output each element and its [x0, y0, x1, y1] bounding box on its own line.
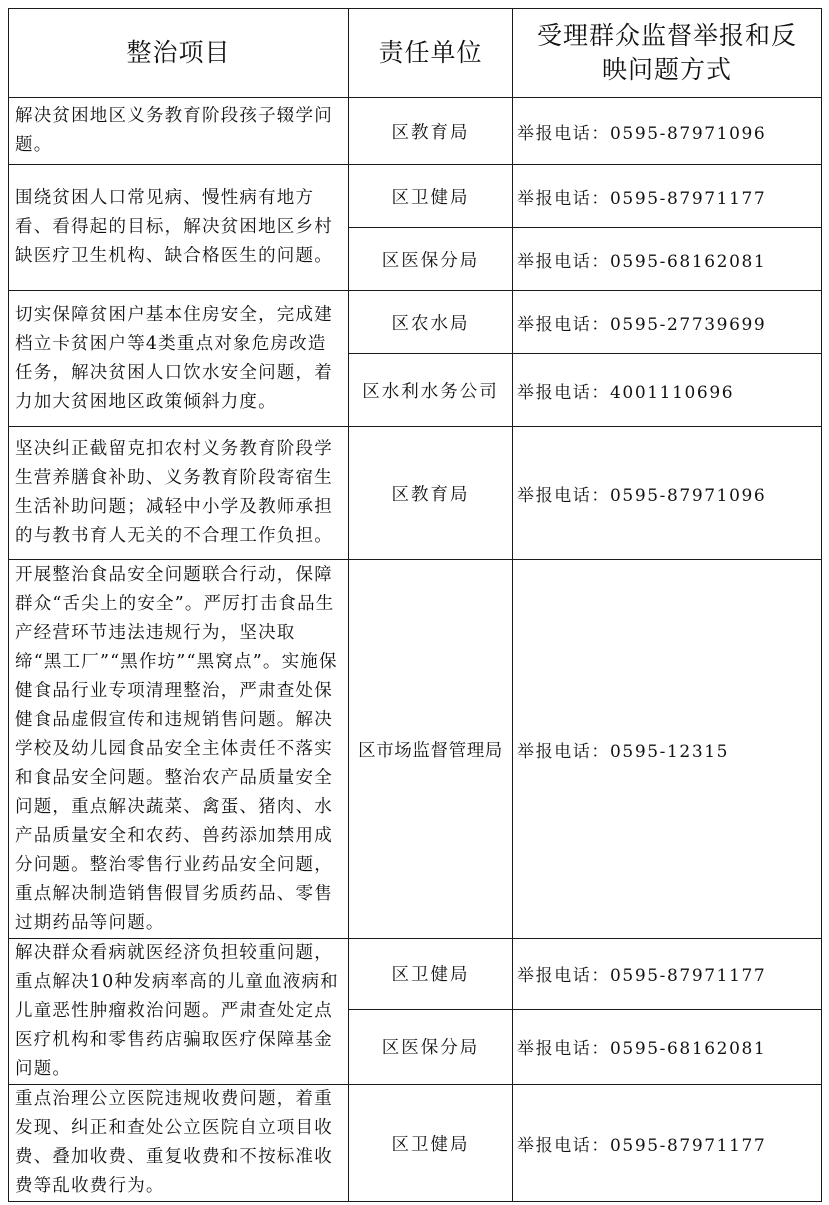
unit-cell: 区教育局	[349, 427, 513, 560]
contact-cell: 举报电话：0595-68162081	[513, 1009, 822, 1084]
table-row	[9, 165, 822, 228]
table-row	[9, 291, 822, 354]
contact-cell: 举报电话：0595-87971177	[513, 939, 822, 1010]
header-item: 整治项目	[9, 9, 349, 98]
supervision-table	[8, 8, 822, 1202]
table-row	[9, 560, 822, 939]
contact-cell: 举报电话：0595-27739699	[513, 291, 822, 354]
issue-cell: 围绕贫困人口常见病、慢性病有地方看、看得起的目标，解决贫困地区乡村缺医疗卫生机构、缺合格医生的问题。	[9, 165, 349, 291]
unit-cell: 区医保分局	[349, 1009, 513, 1084]
header-unit: 责任单位	[349, 9, 513, 98]
table-row	[9, 1085, 822, 1202]
contact-cell: 举报电话：0595-87971177	[513, 165, 822, 228]
issue-cell: 坚决纠正截留克扣农村义务教育阶段学生营养膳食补助、义务教育阶段寄宿生生活补助问题；减轻中小学及教师承担的与教书育人无关的不合理工作负担。	[9, 427, 349, 560]
unit-cell: 区卫健局	[349, 939, 513, 1010]
unit-cell: 区水利水务公司	[349, 354, 513, 427]
unit-cell: 区卫健局	[349, 1085, 513, 1202]
issue-cell: 切实保障贫困户基本住房安全，完成建档立卡贫困户等4类重点对象危房改造任务，解决贫困人口饮水安全问题，着力加大贫困地区政策倾斜力度。	[9, 291, 349, 427]
issue-cell: 开展整治食品安全问题联合行动，保障群众“舌尖上的安全”。严厉打击食品生产经营环节违法违规行为，坚决取缔“黑工厂”“黑作坊”“黑窝点”。实施保健食品行业专项清理整治，严肃查处保健食品虚假宣传和违规销售问题。解决学校及幼儿园食品安全主体责任不落实和食品安全问题。整治农产品质量安全问题，重点解决蔬菜、禽蛋、猪肉、水产品质量安全和农药、兽药添加禁用成分问题。整治零售行业药品安全问题，重点解决制造销售假冒劣质药品、零售过期药品等问题。	[9, 560, 349, 939]
unit-cell: 区医保分局	[349, 228, 513, 291]
contact-cell: 举报电话：0595-87971177	[513, 1085, 822, 1202]
table-row	[9, 939, 822, 1010]
unit-cell: 区农水局	[349, 291, 513, 354]
contact-cell: 举报电话：0595-87971096	[513, 98, 822, 165]
table-row	[9, 427, 822, 560]
issue-cell: 重点治理公立医院违规收费问题，着重发现、纠正和查处公立医院自立项目收费、叠加收费、重复收费和不按标准收费等乱收费行为。	[9, 1085, 349, 1202]
contact-cell: 举报电话：0595-68162081	[513, 228, 822, 291]
contact-cell: 举报电话：0595-12315	[513, 560, 822, 939]
contact-cell: 举报电话：0595-87971096	[513, 427, 822, 560]
document-page	[8, 8, 821, 1202]
header-method: 受理群众监督举报和反映问题方式	[513, 9, 822, 98]
table-row	[9, 98, 822, 165]
unit-cell: 区市场监督管理局	[349, 560, 513, 939]
unit-cell: 区教育局	[349, 98, 513, 165]
issue-cell: 解决贫困地区义务教育阶段孩子辍学问题。	[9, 98, 349, 165]
contact-cell: 举报电话：4001110696	[513, 354, 822, 427]
issue-cell: 解决群众看病就医经济负担较重问题，重点解决10种发病率高的儿童血液病和儿童恶性肿瘤救治问题。严肃查处定点医疗机构和零售药店骗取医疗保障基金问题。	[9, 939, 349, 1085]
table-header-row	[9, 9, 822, 98]
unit-cell: 区卫健局	[349, 165, 513, 228]
